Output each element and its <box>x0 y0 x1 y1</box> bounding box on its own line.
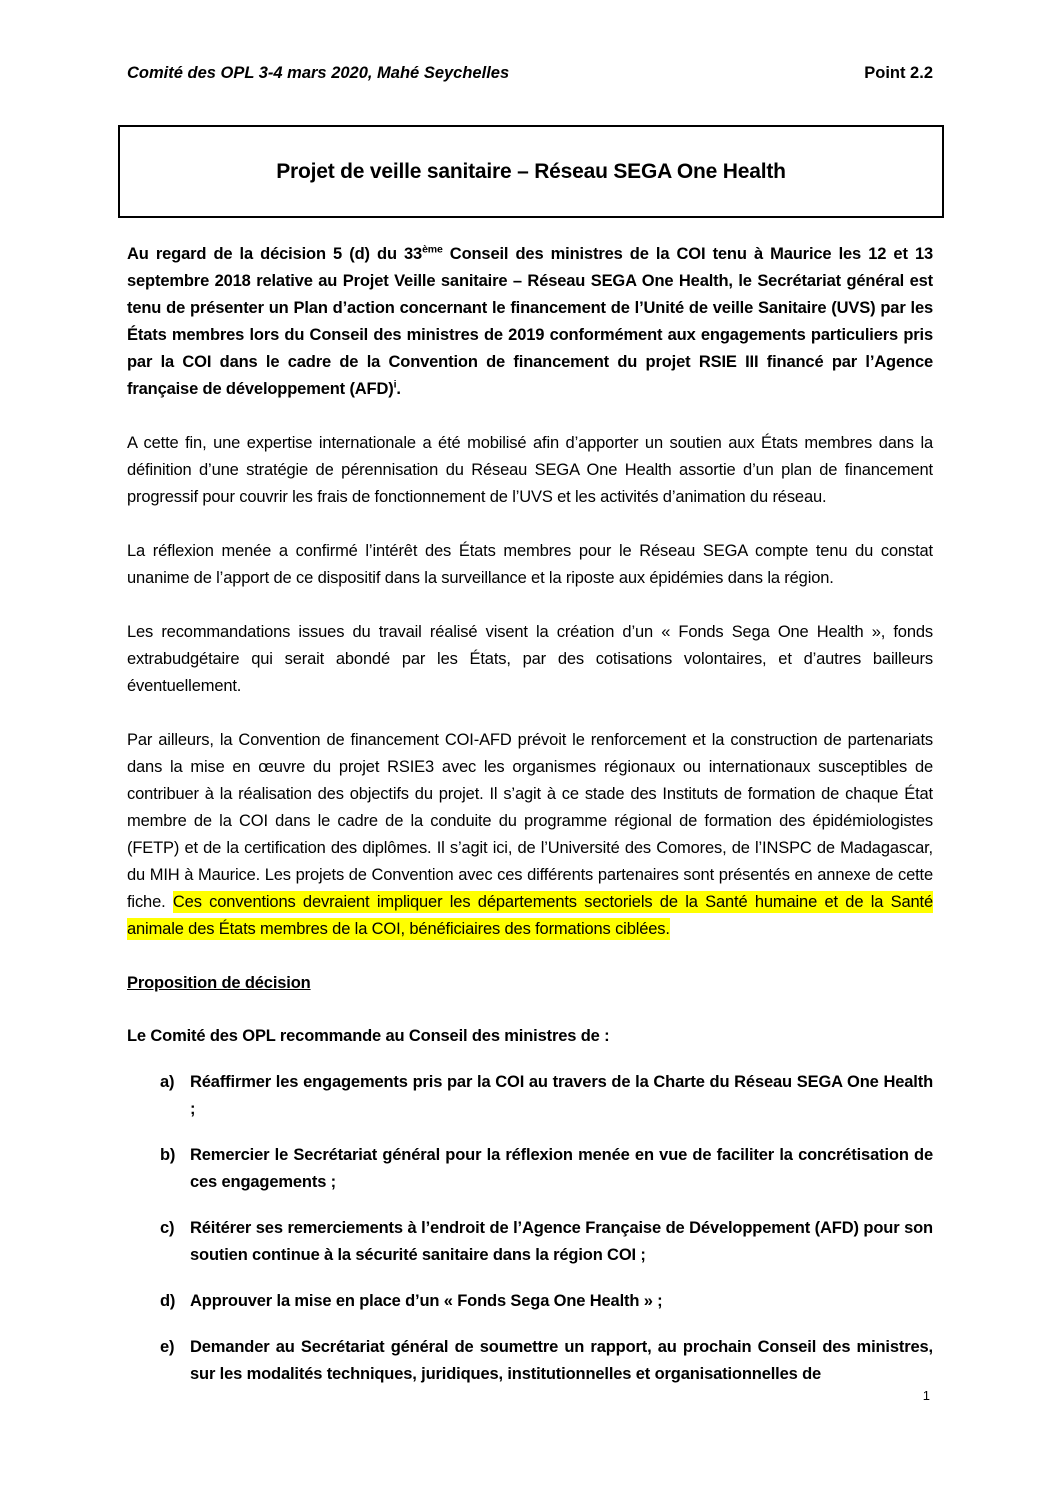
decision-item-a <box>127 1069 933 1123</box>
paragraph-decision-context <box>127 241 933 403</box>
highlighted-passage: Ces conventions devraient impliquer les départements sectoriels de la Santé humaine et de la Santé animale des États membres de la COI, bénéficiaires des formations ciblées. <box>127 893 933 938</box>
item-text: Remercier le Secrétariat général pour la réflexion menée en vue de faciliter la concrétisation de ces engagements ; <box>190 1146 933 1191</box>
header-meeting-info: Comité des OPL 3-4 mars 2020, Mahé Seychelles <box>127 64 510 82</box>
item-marker: b) <box>160 1146 176 1164</box>
document-title: Projet de veille sanitaire – Réseau SEGA One Health <box>276 159 786 183</box>
item-text: Approuver la mise en place d’un « Fonds Sega One Health » ; <box>190 1292 663 1310</box>
item-marker: a) <box>160 1073 175 1091</box>
paragraph-5-text: Par ailleurs, la Convention de financement COI-AFD prévoit le renforcement et la construction de partenariats dans la mise en œuvre du projet RSIE3 avec les organismes régionaux ou internationaux susceptibles de contribuer à la réalisation des objectifs du projet. Il s’agit à ce stade des Instituts de formation de chaque État membre de la COI dans le cadre de la conduite du programme régional de formation des épidémiologistes (FETP) et de la certification des diplômes. Il s’agit ici, de l’Université des Comores, de l’INSPC de Madagascar, du MIH à Maurice. Les projets de Convention avec ces différents partenaires sont présentés en annexe de cette fiche. <box>127 731 933 911</box>
paragraph-1-text: Au regard de la décision 5 (d) du 33 <box>127 245 423 263</box>
item-marker: e) <box>160 1338 175 1356</box>
paragraph-1-text: Conseil des ministres de la COI tenu à Maurice les 12 et 13 septembre 2018 relative au Projet Veille sanitaire – Réseau SEGA One Health, le Secrétariat général est tenu de présenter un Plan d’action concernant le financement de l’Unité de veille Sanitaire (UVS) par les États membres lors du Conseil des ministres de 2019 conformément aux engagements particuliers pris par la COI dans le cadre de la Convention de financement du projet RSIE III financé par l’Agence française de développement (AFD) <box>127 245 934 398</box>
decision-intro: Le Comité des OPL recommande au Conseil des ministres de : <box>127 1027 610 1045</box>
decision-item-d <box>127 1288 933 1315</box>
item-marker: d) <box>160 1292 176 1310</box>
decision-item-e <box>127 1334 933 1388</box>
paragraph-recommandations: Les recommandations issues du travail réalisé visent la création d’un « Fonds Sega One Health », fonds extrabudgétaire qui serait abondé par les États, par des cotisations volontaires, et d’autres bailleurs éventuellement. <box>127 623 933 695</box>
decision-heading: Proposition de décision <box>127 974 311 992</box>
ordinal-superscript: ème <box>422 243 443 256</box>
item-text: Demander au Secrétariat général de soumettre un rapport, au prochain Conseil des ministres, sur les modalités techniques, juridiques, institutionnelles et organisationnelles de <box>190 1338 933 1383</box>
item-text: Réitérer ses remerciements à l’endroit de l’Agence Française de Développement (AFD) pour son soutien continue à la sécurité sanitaire dans la région COI ; <box>190 1219 933 1264</box>
paragraph-reflexion: La réflexion menée a confirmé l’intérêt des États membres pour le Réseau SEGA compte tenu du constat unanime de l’apport de ce dispositif dans la surveillance et la riposte aux épidémies dans la région. <box>127 542 933 587</box>
decision-item-b <box>127 1142 933 1196</box>
paragraph-partenariats <box>127 727 933 943</box>
page-header <box>127 63 933 83</box>
paragraph-1-text: . <box>396 380 401 398</box>
title-box <box>118 125 944 218</box>
paragraph-expertise: A cette fin, une expertise internationale a été mobilisé afin d’apporter un soutien aux États membres dans la définition d’une stratégie de pérennisation du Réseau SEGA One Health assortie d’un plan de financement progressif pour couvrir les frais de fonctionnement de l’UVS et les activités d’animation du réseau. <box>127 434 933 506</box>
document-body <box>127 241 933 1388</box>
footnote-marker: i <box>393 378 397 391</box>
item-text: Réaffirmer les engagements pris par la COI au travers de la Charte du Réseau SEGA One Health ; <box>190 1073 933 1118</box>
header-point-number: Point 2.2 <box>864 64 933 82</box>
page-number: 1 <box>922 1388 930 1403</box>
item-marker: c) <box>160 1219 175 1237</box>
decision-item-c <box>127 1215 933 1269</box>
